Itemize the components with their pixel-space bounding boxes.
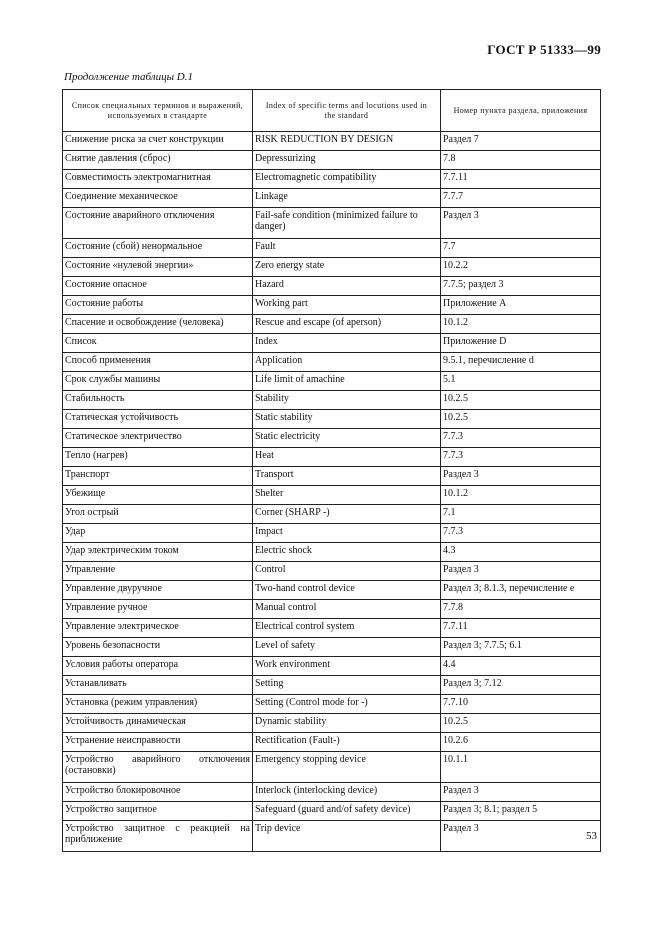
column-header-en-terms: Index of specific terms and locutions used in the standard <box>253 90 441 132</box>
table-row <box>63 448 601 467</box>
term-ru-cell: Угол острый <box>63 505 253 524</box>
table-row <box>63 239 601 258</box>
term-en-cell: Index <box>253 334 441 353</box>
term-en-cell: Rescue and escape (of aperson) <box>253 315 441 334</box>
term-ru-cell: Состояние аварийного отключения <box>63 208 253 239</box>
term-ru-cell: Статическое электричество <box>63 429 253 448</box>
term-ru-cell: Управление двуручное <box>63 581 253 600</box>
table-row <box>63 543 601 562</box>
reference-cell: Раздел 3 <box>441 562 601 581</box>
term-ru-cell: Транспорт <box>63 467 253 486</box>
table-row <box>63 752 601 783</box>
term-en-cell: Electrical control system <box>253 619 441 638</box>
reference-cell: Приложение A <box>441 296 601 315</box>
term-ru-cell: Устойчивость динамическая <box>63 714 253 733</box>
table-row <box>63 132 601 151</box>
column-header-ru-terms: Список специальных терминов и выражений, используемых в стандарте <box>63 90 253 132</box>
reference-cell: 7.7.10 <box>441 695 601 714</box>
term-en-cell: Transport <box>253 467 441 486</box>
term-en-cell: Linkage <box>253 189 441 208</box>
term-ru-cell: Состояние работы <box>63 296 253 315</box>
table-row <box>63 189 601 208</box>
table-row <box>63 353 601 372</box>
term-ru-cell: Управление <box>63 562 253 581</box>
term-ru-cell: Состояние (сбой) ненормальное <box>63 239 253 258</box>
table-row <box>63 277 601 296</box>
reference-cell: 7.7 <box>441 239 601 258</box>
term-ru-cell: Управление ручное <box>63 600 253 619</box>
reference-cell: 10.2.5 <box>441 391 601 410</box>
term-en-cell: RISK REDUCTION BY DESIGN <box>253 132 441 151</box>
term-ru-cell: Управление электрическое <box>63 619 253 638</box>
table-row <box>63 429 601 448</box>
reference-cell: 10.2.6 <box>441 733 601 752</box>
table-row <box>63 638 601 657</box>
reference-cell: 7.8 <box>441 151 601 170</box>
term-en-cell: Fail-safe condition (minimized failure to danger) <box>253 208 441 239</box>
table-row <box>63 208 601 239</box>
table-row <box>63 600 601 619</box>
term-en-cell: Dynamic stability <box>253 714 441 733</box>
reference-cell: 10.2.5 <box>441 410 601 429</box>
reference-cell: Раздел 3 <box>441 208 601 239</box>
term-ru-cell: Срок службы машины <box>63 372 253 391</box>
table-row <box>63 391 601 410</box>
term-ru-cell: Тепло (нагрев) <box>63 448 253 467</box>
reference-cell: Приложение D <box>441 334 601 353</box>
table-row <box>63 657 601 676</box>
table-row <box>63 505 601 524</box>
term-en-cell: Level of safety <box>253 638 441 657</box>
table-row <box>63 821 601 852</box>
table-row <box>63 619 601 638</box>
table-row <box>63 783 601 802</box>
reference-cell: 10.1.2 <box>441 315 601 334</box>
term-en-cell: Application <box>253 353 441 372</box>
table-row <box>63 258 601 277</box>
reference-cell: 10.1.1 <box>441 752 601 783</box>
term-ru-cell: Состояние «нулевой энергии» <box>63 258 253 277</box>
reference-cell: 10.2.5 <box>441 714 601 733</box>
reference-cell: 7.7.5; раздел 3 <box>441 277 601 296</box>
term-en-cell: Working part <box>253 296 441 315</box>
table-row <box>63 410 601 429</box>
term-ru-cell: Статическая устойчивость <box>63 410 253 429</box>
term-en-cell: Work environment <box>253 657 441 676</box>
terms-table <box>62 89 601 852</box>
reference-cell: Раздел 3 <box>441 821 601 852</box>
term-ru-cell: Удар <box>63 524 253 543</box>
term-en-cell: Electromagnetic compatibility <box>253 170 441 189</box>
table-row <box>63 581 601 600</box>
reference-cell: 7.7.11 <box>441 170 601 189</box>
reference-cell: 4.4 <box>441 657 601 676</box>
table-row <box>63 372 601 391</box>
term-ru-cell: Устройство аварийного отключения (остановки) <box>63 752 253 783</box>
standard-code: ГОСТ Р 51333—99 <box>487 42 601 57</box>
term-ru-cell: Удар электрическим током <box>63 543 253 562</box>
term-ru-cell: Установка (режим управления) <box>63 695 253 714</box>
table-header-row <box>63 90 601 132</box>
term-ru-cell: Устанавливать <box>63 676 253 695</box>
term-en-cell: Static stability <box>253 410 441 429</box>
reference-cell: 7.7.7 <box>441 189 601 208</box>
reference-cell: 5.1 <box>441 372 601 391</box>
term-en-cell: Rectification (Fault-) <box>253 733 441 752</box>
term-ru-cell: Устройство защитное с реакцией на приближение <box>63 821 253 852</box>
table-row <box>63 334 601 353</box>
column-header-reference: Номер пункта раздела, приложения <box>441 90 601 132</box>
term-en-cell: Trip device <box>253 821 441 852</box>
term-ru-cell: Состояние опасное <box>63 277 253 296</box>
term-ru-cell: Устранение неисправности <box>63 733 253 752</box>
reference-cell: Раздел 3 <box>441 783 601 802</box>
term-en-cell: Manual control <box>253 600 441 619</box>
table-row <box>63 486 601 505</box>
reference-cell: 10.1.2 <box>441 486 601 505</box>
table-row <box>63 296 601 315</box>
term-en-cell: Impact <box>253 524 441 543</box>
table-row <box>63 695 601 714</box>
reference-cell: 10.2.2 <box>441 258 601 277</box>
term-en-cell: Electric shock <box>253 543 441 562</box>
term-en-cell: Shelter <box>253 486 441 505</box>
term-en-cell: Control <box>253 562 441 581</box>
term-en-cell: Life limit of amachine <box>253 372 441 391</box>
page-number: 53 <box>586 830 597 842</box>
reference-cell: 7.1 <box>441 505 601 524</box>
term-en-cell: Depressurizing <box>253 151 441 170</box>
term-en-cell: Two-hand control device <box>253 581 441 600</box>
table-row <box>63 676 601 695</box>
term-ru-cell: Список <box>63 334 253 353</box>
term-ru-cell: Условия работы оператора <box>63 657 253 676</box>
reference-cell: 7.7.3 <box>441 429 601 448</box>
reference-cell: Раздел 3 <box>441 467 601 486</box>
reference-cell: Раздел 3; 7.7.5; 6.1 <box>441 638 601 657</box>
reference-cell: 7.7.3 <box>441 448 601 467</box>
term-ru-cell: Устройство блокировочное <box>63 783 253 802</box>
reference-cell: 9.5.1, перечисление d <box>441 353 601 372</box>
term-ru-cell: Уровень безопасности <box>63 638 253 657</box>
reference-cell: 4.3 <box>441 543 601 562</box>
term-en-cell: Emergency stopping device <box>253 752 441 783</box>
table-row <box>63 562 601 581</box>
term-en-cell: Static electricity <box>253 429 441 448</box>
term-ru-cell: Устройство защитное <box>63 802 253 821</box>
reference-cell: 7.7.3 <box>441 524 601 543</box>
term-en-cell: Hazard <box>253 277 441 296</box>
table-row <box>63 315 601 334</box>
reference-cell: 7.7.11 <box>441 619 601 638</box>
term-en-cell: Interlock (interlocking device) <box>253 783 441 802</box>
term-ru-cell: Снижение риска за счет конструкции <box>63 132 253 151</box>
table-continuation-label: Продолжение таблицы D.1 <box>64 71 193 83</box>
reference-cell: Раздел 7 <box>441 132 601 151</box>
reference-cell: Раздел 3; 8.1.3, перечисление е <box>441 581 601 600</box>
term-ru-cell: Соединение механическое <box>63 189 253 208</box>
term-en-cell: Fault <box>253 239 441 258</box>
reference-cell: Раздел 3; 8.1; раздел 5 <box>441 802 601 821</box>
term-en-cell: Setting <box>253 676 441 695</box>
table-row <box>63 467 601 486</box>
term-ru-cell: Снятие давления (сброс) <box>63 151 253 170</box>
term-ru-cell: Спасение и освобождение (человека) <box>63 315 253 334</box>
term-en-cell: Stability <box>253 391 441 410</box>
term-en-cell: Corner (SHARP -) <box>253 505 441 524</box>
table-row <box>63 733 601 752</box>
table-row <box>63 170 601 189</box>
term-ru-cell: Способ применения <box>63 353 253 372</box>
term-en-cell: Setting (Control mode for -) <box>253 695 441 714</box>
term-ru-cell: Стабильность <box>63 391 253 410</box>
reference-cell: Раздел 3; 7.12 <box>441 676 601 695</box>
table-row <box>63 714 601 733</box>
term-ru-cell: Совместимость электромагнитная <box>63 170 253 189</box>
term-en-cell: Zero energy state <box>253 258 441 277</box>
reference-cell: 7.7.8 <box>441 600 601 619</box>
term-ru-cell: Убежище <box>63 486 253 505</box>
table-row <box>63 524 601 543</box>
table-row <box>63 151 601 170</box>
table-row <box>63 802 601 821</box>
term-en-cell: Safeguard (guard and/of safety device) <box>253 802 441 821</box>
term-en-cell: Heat <box>253 448 441 467</box>
